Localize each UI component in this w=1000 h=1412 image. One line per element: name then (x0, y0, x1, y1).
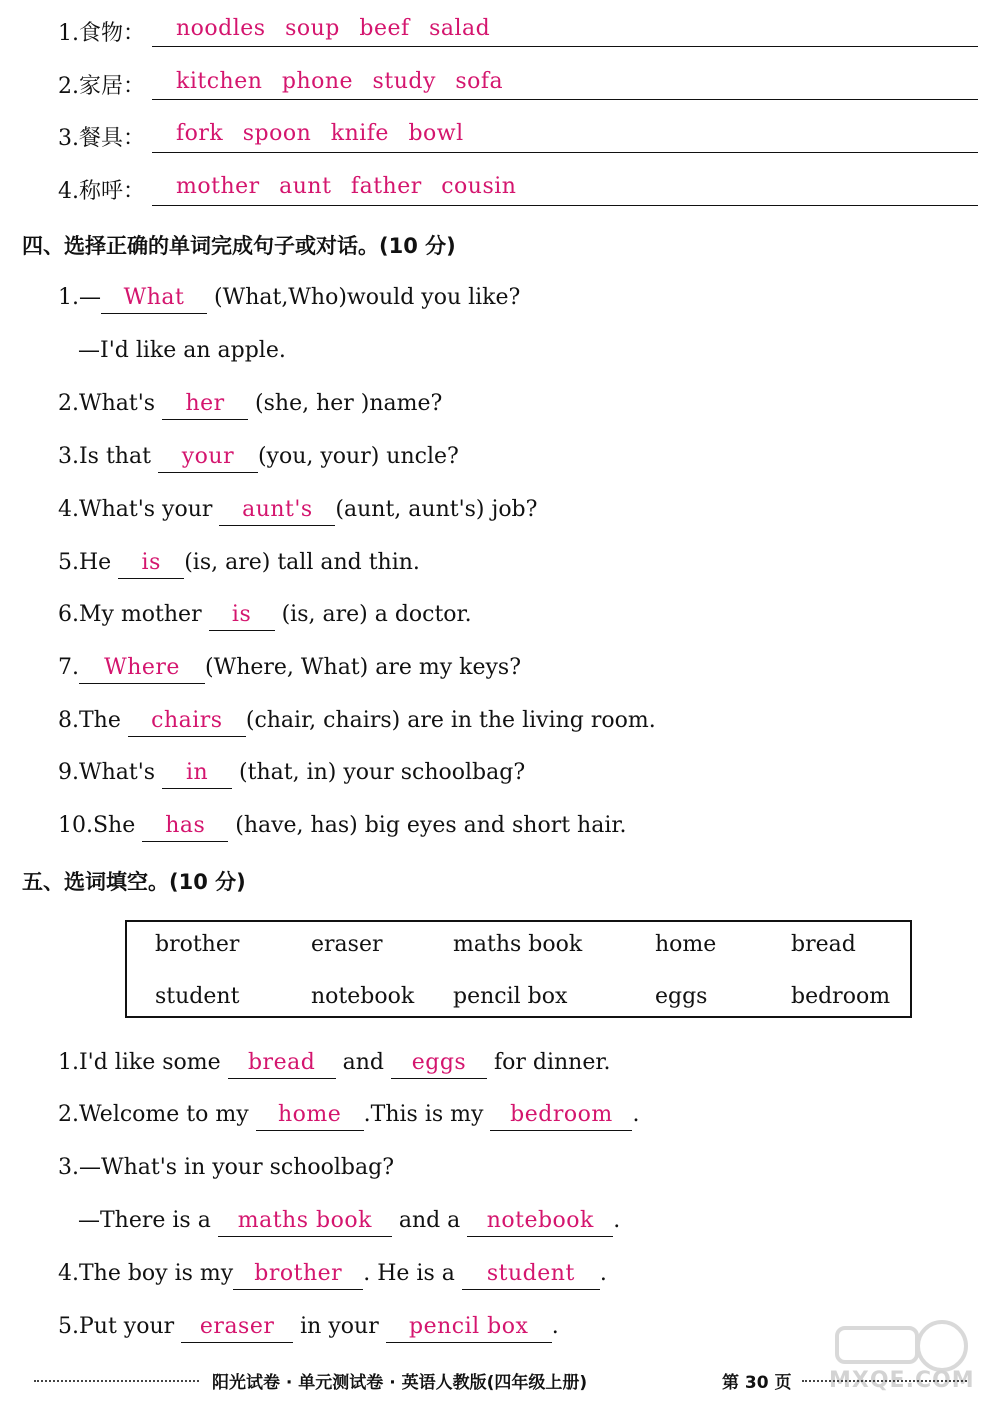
category-answers: mother aunt father cousin (176, 174, 517, 199)
category-label: 1.食物： (58, 21, 145, 46)
answer-blank (128, 706, 246, 737)
item-text: 1.I'd like some (58, 1050, 228, 1075)
answer-line (152, 46, 978, 47)
answer-text: bedroom (510, 1102, 613, 1127)
category-home (58, 69, 504, 100)
answer-text: is (231, 602, 252, 627)
s4-item-7 (58, 650, 521, 686)
item-text: 8.The (58, 708, 128, 733)
word-bank-item: eggs (655, 984, 708, 1009)
answer-blank (79, 653, 205, 684)
answer-line (152, 99, 978, 100)
item-text: (What,Who)would you like? (207, 285, 521, 310)
footer-text: 阳光试卷 · 单元测试卷 · 英语人教版(四年级上册) (212, 1373, 588, 1393)
item-text: 9.What's (58, 760, 163, 785)
item-text: and a (391, 1208, 468, 1233)
s4-item-2 (58, 386, 442, 422)
answer-text: your (181, 444, 235, 469)
answer-blank (219, 495, 335, 526)
answer-blank (386, 1312, 552, 1343)
item-text: .This is my (363, 1102, 491, 1127)
category-address (58, 174, 517, 205)
category-label: 3.餐具： (58, 126, 145, 151)
answer-text: bread (247, 1050, 316, 1075)
item-text: for dinner. (487, 1050, 611, 1075)
s5-item-2 (58, 1097, 639, 1133)
page-number: 第 30 页 (722, 1373, 792, 1393)
item-text: —I'd like an apple. (78, 338, 286, 363)
answer-text: student (486, 1261, 575, 1286)
answer-text: eraser (199, 1314, 275, 1339)
answer-blank (462, 1259, 600, 1290)
item-text: 6.My mother (58, 602, 209, 627)
s4-item-8 (58, 703, 656, 739)
item-text: and (335, 1050, 391, 1075)
watermark-text: MXQE.COM (829, 1368, 975, 1393)
word-bank-item: brother (155, 932, 240, 957)
category-label: 4.称呼： (58, 179, 145, 204)
item-text: 4.The boy is my (58, 1261, 234, 1286)
answer-text: maths book (237, 1208, 372, 1233)
word-bank-item: maths book (453, 932, 583, 957)
item-text: 2.Welcome to my (58, 1102, 256, 1127)
answer-line (152, 205, 978, 206)
word-bank-item: home (655, 932, 717, 957)
s4-item-6 (58, 597, 472, 633)
item-text: (chair, chairs) are in the living room. (245, 708, 656, 733)
answer-blank (209, 600, 275, 631)
item-text: 3.—What's in your schoolbag? (58, 1155, 394, 1180)
item-text: . He is a (363, 1261, 462, 1286)
answer-text: chairs (151, 708, 223, 733)
item-text: (is, are) tall and thin. (184, 550, 420, 575)
answer-blank (256, 1100, 364, 1131)
word-bank-item: pencil box (453, 984, 568, 1009)
answer-blank (467, 1206, 613, 1237)
answer-text: her (185, 391, 225, 416)
answer-blank (228, 1048, 336, 1079)
word-bank-item: notebook (311, 984, 415, 1009)
s5-item-3 (58, 1150, 394, 1186)
answer-text: in (185, 760, 209, 785)
s4-item-1 (58, 280, 520, 316)
item-text: (that, in) your schoolbag? (232, 760, 526, 785)
item-text: 4.What's your (58, 497, 220, 522)
item-text: (aunt, aunt's) job? (335, 497, 538, 522)
s4-item-10 (58, 808, 626, 844)
item-text: . (632, 1102, 640, 1127)
answer-text: has (165, 813, 206, 838)
answer-text: pencil box (409, 1314, 529, 1339)
s4-item-4 (58, 492, 537, 528)
item-text: 5.Put your (58, 1314, 182, 1339)
item-text: (she, her )name? (248, 391, 443, 416)
answer-blank (181, 1312, 293, 1343)
answer-blank (391, 1048, 487, 1079)
answer-text: home (278, 1102, 342, 1127)
category-tableware (58, 121, 464, 152)
item-text: (you, your) uncle? (257, 444, 459, 469)
item-text: (Where, What) are my keys? (205, 655, 522, 680)
word-bank-item: bread (791, 932, 856, 957)
answer-line (152, 152, 978, 153)
item-text: (is, are) a doctor. (274, 602, 472, 627)
s4-item-5 (58, 545, 420, 581)
answer-text: brother (254, 1261, 343, 1286)
answer-blank (490, 1100, 632, 1131)
answer-blank (142, 811, 228, 842)
s4-item-3 (58, 439, 459, 475)
item-text: . (599, 1261, 607, 1286)
answer-blank (158, 442, 258, 473)
answer-blank (233, 1259, 363, 1290)
category-answers: kitchen phone study sofa (176, 69, 504, 94)
item-text: 3.Is that (58, 444, 158, 469)
answer-blank (162, 389, 248, 420)
s4-reply-1 (78, 333, 286, 369)
s4-item-9 (58, 755, 525, 791)
word-bank-item: bedroom (791, 984, 891, 1009)
s5-item-4 (58, 1256, 607, 1292)
category-answers: noodles soup beef salad (176, 16, 491, 41)
item-text: in your (293, 1314, 386, 1339)
item-text: 2.What's (58, 391, 163, 416)
page-footer (0, 1368, 1000, 1394)
s5-item-1 (58, 1045, 610, 1081)
answer-blank (118, 548, 184, 579)
item-text: 10.She (58, 813, 143, 838)
item-text: . (613, 1208, 621, 1233)
word-bank-item: eraser (311, 932, 383, 957)
category-answers: fork spoon knife bowl (176, 121, 464, 146)
footer-divider-left (34, 1380, 199, 1382)
item-text: 5.He (58, 550, 119, 575)
item-text: 7. (58, 655, 79, 680)
answer-text: notebook (486, 1208, 594, 1233)
item-text: —There is a (78, 1208, 218, 1233)
answer-text: aunt's (242, 497, 313, 522)
answer-text: is (141, 550, 161, 575)
answer-blank (101, 283, 207, 314)
category-food (58, 16, 491, 47)
word-bank-item: student (155, 984, 240, 1009)
answer-blank (218, 1206, 392, 1237)
category-label: 2.家居： (58, 74, 145, 99)
answer-text: What (123, 285, 185, 310)
answer-text: eggs (411, 1050, 467, 1075)
section-5-heading: 五、选词填空。(10 分) (22, 870, 246, 894)
item-text: (have, has) big eyes and short hair. (228, 813, 627, 838)
section-4-heading: 四、选择正确的单词完成句子或对话。(10 分) (22, 234, 456, 258)
item-text: . (551, 1314, 559, 1339)
item-text: 1.— (58, 285, 101, 310)
word-bank-box (125, 920, 912, 1018)
answer-blank (162, 758, 232, 789)
answer-text: Where (104, 655, 180, 680)
s5-item-5 (58, 1309, 559, 1345)
s5-reply-3 (78, 1203, 620, 1239)
footer-divider-right (802, 1380, 967, 1382)
